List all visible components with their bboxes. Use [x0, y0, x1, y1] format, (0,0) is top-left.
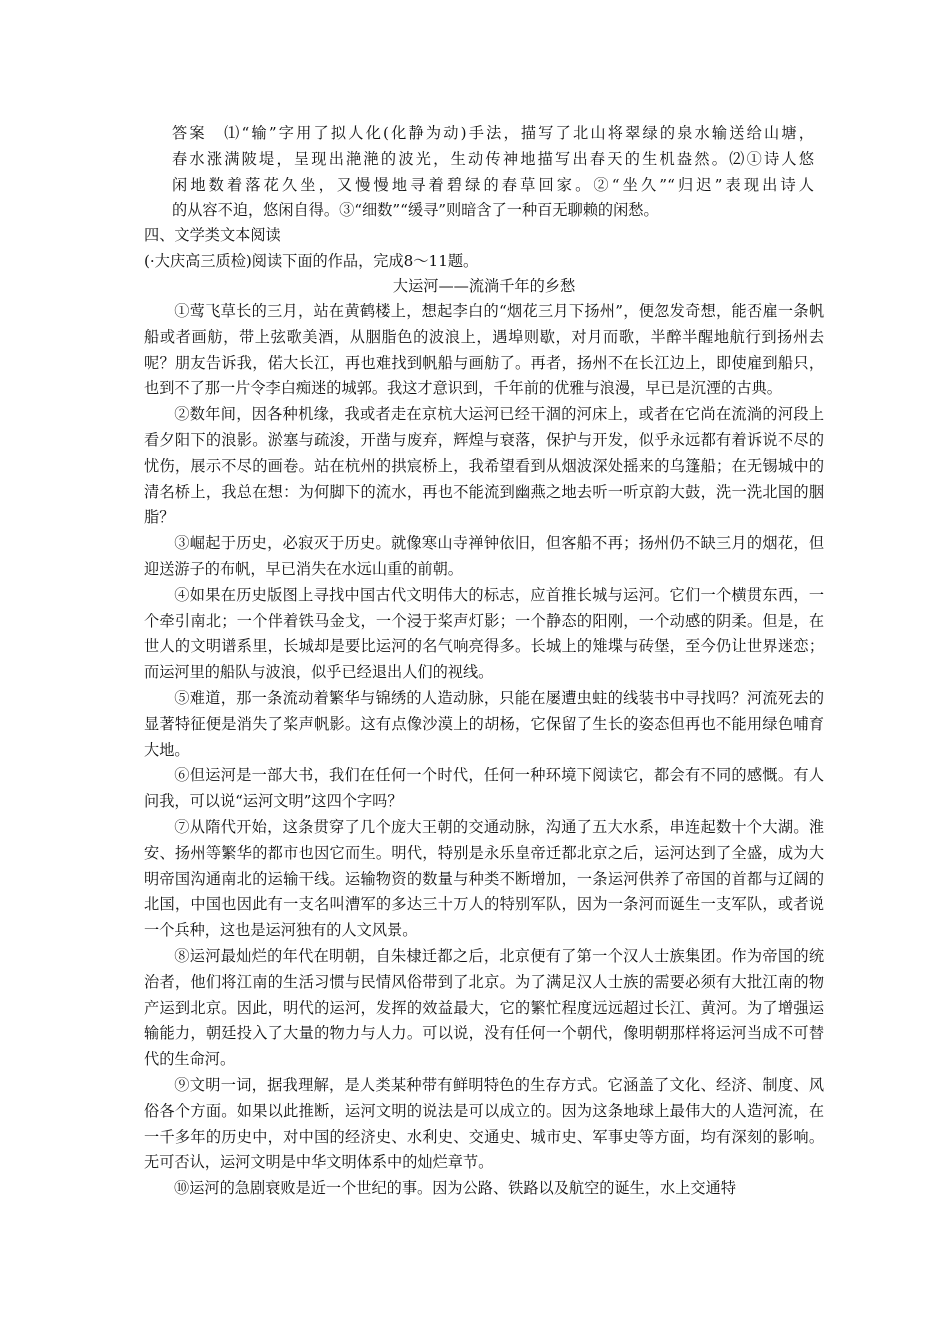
paragraph-number: ② [174, 405, 190, 424]
paragraph-number: ④ [174, 585, 190, 604]
paragraph-number: ⑧ [174, 946, 190, 965]
paragraph-text: 运河最灿烂的年代在明朝，自朱棣迁都之后，北京便有了第一个汉人士族集团。作为帝国的统治者，他们将江南的生活习惯与民情风俗带到了北京。为了满足汉人士族的需要必须有大批江南的物产运到北京。因此，明代的运河，发挥的效益最大，它的繁忙程度远远超过长江、黄河。为了增强运输能力，朝廷投入了大量的物力与人力。可以说，没有任何一个朝代，像明朝那样将运河当成不可替代的生命河。 [144, 946, 825, 1069]
article-paragraph [144, 1073, 824, 1176]
paragraph-number: ⑤ [174, 688, 190, 707]
article-paragraph [144, 583, 824, 686]
paragraph-text: 但运河是一部大书，我们在任何一个时代，任何一种环境下阅读它，都会有不同的感慨。有人问我，可以说“运河文明”这四个字吗？ [144, 766, 825, 811]
paragraph-number: ⑥ [174, 766, 190, 785]
paragraph-text: 运河的急剧衰败是近一个世纪的事。因为公路、铁路以及航空的诞生，水上交通特 [189, 1179, 736, 1198]
article-paragraph [144, 763, 824, 815]
article-title: 大运河——流淌千年的乡愁 [392, 277, 576, 295]
section-heading: 四、文学类文本阅读 [144, 226, 281, 244]
article-paragraph [144, 299, 824, 402]
article-paragraph [144, 531, 824, 583]
paragraph-number: ③ [174, 534, 190, 553]
article-paragraph [144, 402, 824, 531]
paragraph-text: 数年间，因各种机缘，我或者走在京杭大运河已经干涸的河床上，或者在它尚在流淌的河段上看夕阳下的浪影。淤塞与疏浚，开凿与废弃，辉煌与衰落，保护与开发，似乎永远都有着诉说不尽的忧伤，展示不尽的画卷。站在杭州的拱宸桥上，我希望看到从烟波深处摇来的乌篷船；在无锡城中的清名桥上，我总在想：为何脚下的流水，再也不能流到幽燕之地去听一听京韵大鼓，洗一洗北国的胭脂？ [144, 405, 825, 527]
article-paragraph [144, 1176, 824, 1202]
paragraph-text: 从隋代开始，这条贯穿了几个庞大王朝的交通动脉，沟通了五大水系，串连起数十个大湖。淮安、扬州等繁华的都市也因它而生。明代，特别是永乐皇帝迁都北京之后，运河达到了全盛，成为大明帝国沟通南北的运输干线。运输物资的数量与种类不断增加，一条运河供养了帝国的首都与辽阔的北国，中国也因此有一支名叫漕军的多达三十万人的特别军队，因为一条河而诞生一支军队，或者说一个兵种，这也是运河独有的人文风景。 [144, 817, 825, 940]
paragraph-number: ⑩ [174, 1179, 190, 1198]
answer-block [172, 121, 814, 224]
paragraph-text: 崛起于历史，必寂灭于历史。就像寒山寺禅钟依旧，但客船不再；扬州仍不缺三月的烟花，但迎送游子的布帆，早已消失在水远山重的前朝。 [144, 534, 825, 578]
article-paragraph [144, 815, 824, 944]
reading-instructions: (·大庆高三质检)阅读下面的作品，完成8～11题。 [144, 252, 479, 270]
answer-line: 的从容不迫，悠闲自得。③“细数”“缓寻”则暗含了一种百无聊赖的闲愁。 [172, 201, 659, 220]
paragraph-text: 难道，那一条流动着繁华与锦绣的人造动脉，只能在屡遭虫蛀的线装书中寻找吗？河流死去的显著特征便是消失了桨声帆影。这有点像沙漠上的胡杨，它保留了生长的姿态但再也不能用绿色哺育大地。 [144, 688, 825, 759]
paragraph-text: 如果在历史版图上寻找中国古代文明伟大的标志，应首推长城与运河。它们一个横贯东西，一个牵引南北；一个伴着铁马金戈，一个浸于桨声灯影；一个静态的阳刚，一个动感的阴柔。但是，在世人的文明谱系里，长城却是要比运河的名气响亮得多。长城上的雉堞与砖堡，至今仍让世界迷恋；而运河里的船队与波浪，似乎已经退出人们的视线。 [144, 585, 825, 682]
answer-line: 答案 ⑴“输”字用了拟人化(化静为动)手法，描写了北山将翠绿的泉水输送给山塘， [172, 124, 814, 142]
paragraph-number: ① [174, 302, 190, 320]
paragraph-number: ⑦ [174, 817, 190, 836]
paragraph-number: ⑨ [174, 1075, 190, 1094]
paragraph-text: 文明一词，据我理解，是人类某种带有鲜明特色的生存方式。它涵盖了文化、经济、制度、风俗各个方面。如果以此推断，运河文明的说法是可以成立的。因为这条地球上最伟大的人造河流，在一千多年的历史中，对中国的经济史、水利史、交通史、城市史、军事史等方面，均有深刻的影响。无可否认，运河文明是中华文明体系中的灿烂章节。 [144, 1075, 825, 1172]
paragraph-text: 莺飞草长的三月，站在黄鹤楼上，想起李白的“烟花三月下扬州”，便忽发奇想，能否雇一条帆船或者画舫，带上弦歌美酒，从胭脂色的波浪上，遇埠则歇，对月而歌，半醉半醒地航行到扬州去呢？朋友告诉我，偌大长江，再也难找到帆船与画舫了。再者，扬州不在长江边上，即使雇到船只，也到不了那一片令李白痴迷的城郭。我这才意识到，千年前的优雅与浪漫，早已是沉湮的古典。 [144, 302, 825, 398]
article-body [144, 299, 824, 1202]
answer-line: 闲地数着落花久坐，又慢慢地寻着碧绿的春草回家。②“坐久”“归迟”表现出诗人 [172, 175, 814, 194]
answer-line: 春水涨满陂堤，呈现出滟滟的波光，生动传神地描写出春天的生机盎然。⑵①诗人悠 [172, 149, 814, 168]
article-paragraph [144, 944, 824, 1073]
article-paragraph [144, 686, 824, 763]
